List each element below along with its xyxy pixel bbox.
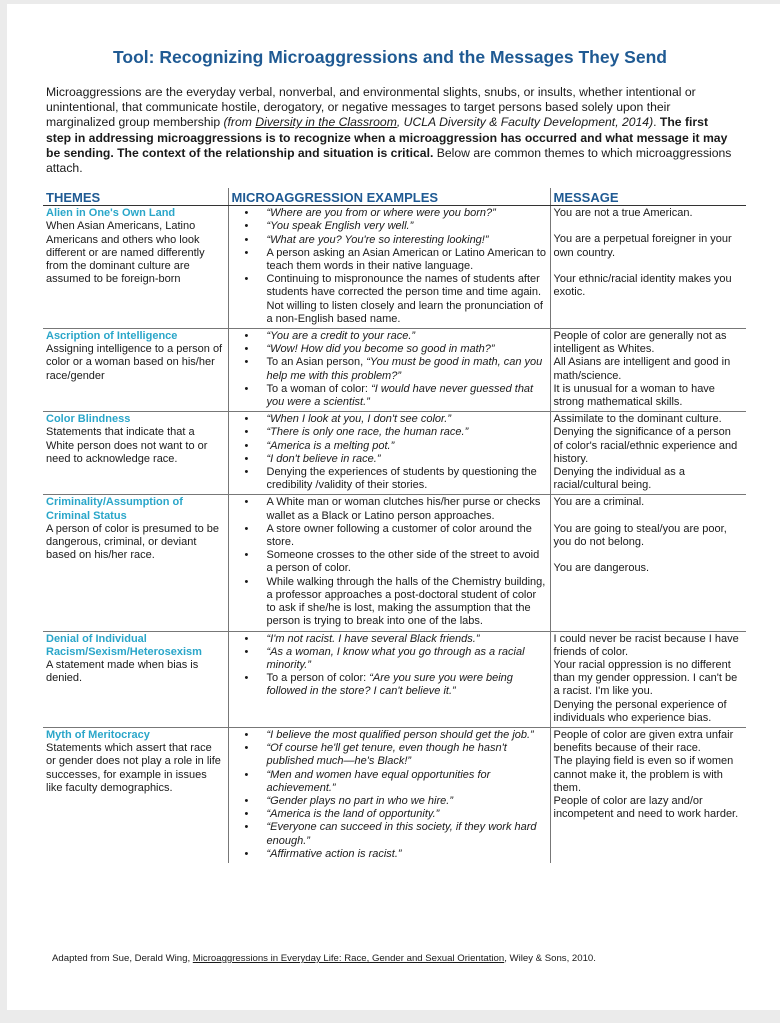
theme-cell <box>43 631 228 727</box>
message-text: Your racial oppression is no different than my gender oppression. I can't be a racist. I'm like you. <box>553 658 738 698</box>
theme-cell <box>43 206 228 329</box>
examples-list <box>232 413 547 492</box>
page-title: Tool: Recognizing Microaggressions and the Messages They Send <box>113 47 667 67</box>
header-themes: THEMES <box>43 188 228 206</box>
theme-description: Statements that indicate that a White person does not want to or need to acknowledge race. <box>46 426 208 465</box>
spacer <box>554 549 744 562</box>
example-text: To an Asian person, <box>266 356 367 369</box>
message-cell <box>550 412 746 495</box>
example-item <box>267 848 547 861</box>
message-text: Assimilate to the dominant culture. <box>553 413 722 426</box>
message-text: People of color are lazy and/or incompetent and need to work harder. <box>553 794 739 821</box>
message-text: Your ethnic/racial identity makes you exotic. <box>553 272 732 299</box>
examples-cell <box>228 631 550 727</box>
example-quote: “Men and women have equal opportunities for achievement.” <box>266 768 491 794</box>
example-quote: “Gender plays no part in who we hire.” <box>266 794 453 807</box>
theme-description: Statements which assert that race or gender does not play a role in life successes, for example in issues like faculty demographics. <box>46 742 221 794</box>
message-text: You are going to steal/you are poor, you do not belong. <box>553 522 727 548</box>
footer-prefix: Adapted from Sue, Derald Wing, <box>52 953 193 964</box>
example-item <box>267 273 547 326</box>
example-item <box>267 383 547 409</box>
example-item <box>267 343 547 356</box>
example-quote: “You speak English very well.” <box>266 220 414 233</box>
theme-name: Ascription of Intelligence <box>46 330 178 343</box>
examples-cell <box>228 329 550 412</box>
example-quote: “As a woman, I know what you go through as a racial minority.” <box>266 645 525 671</box>
example-text: A White man or woman clutches his/her purse or checks wallet as a Black or Latino person approaches. <box>266 496 541 522</box>
examples-list <box>232 633 547 699</box>
table-row <box>43 631 746 727</box>
table-row <box>43 206 746 329</box>
theme-description: A person of color is presumed to be dangerous, criminal, or deviant based on his/her race. <box>46 522 220 562</box>
theme-cell <box>43 412 228 495</box>
theme-name: Denial of Individual Racism/Sexism/Heterosexism <box>46 632 202 658</box>
example-item <box>267 633 547 646</box>
spacer <box>554 220 744 233</box>
examples-cell <box>228 206 550 329</box>
source-citation <box>52 953 596 964</box>
message-cell <box>550 206 746 329</box>
header-examples: MICROAGGRESSION EXAMPLES <box>228 188 550 206</box>
intro-bold-text: The first step in addressing microaggressions is to recognize when a microaggression has occurred and what message it may be sending. The context of the relationship and situation is critical. <box>46 115 728 160</box>
examples-cell <box>228 412 550 495</box>
example-quote: “You are a credit to your race.” <box>266 330 416 343</box>
table-row <box>43 329 746 412</box>
example-quote: “Wow! How did you become so good in math?” <box>266 343 495 356</box>
example-item <box>267 330 547 343</box>
examples-list <box>232 496 547 628</box>
example-quote: “America is the land of opportunity.” <box>266 808 440 821</box>
table-body <box>43 206 746 863</box>
footer-book-title: Microaggressions in Everyday Life: Race, Gender and Sexual Orientation <box>192 953 505 964</box>
example-item <box>267 646 547 672</box>
example-item <box>267 453 547 466</box>
message-cell <box>550 329 746 412</box>
intro-citation <box>223 115 653 129</box>
message-cell <box>550 631 746 727</box>
header-message: MESSAGE <box>550 188 746 206</box>
message-text: The playing field is even so if women cannot make it, the problem is with them. <box>553 755 734 794</box>
message-text: You are not a true American. <box>553 207 693 220</box>
message-text: It is unusual for a woman to have strong mathematical skills. <box>553 382 715 409</box>
example-quote: “Affirmative action is racist.” <box>266 847 402 860</box>
message-text: You are dangerous. <box>553 562 650 575</box>
theme-name: Alien in One's Own Land <box>46 207 176 220</box>
example-item <box>267 356 547 382</box>
theme-cell <box>43 329 228 412</box>
example-text: To a person of color: <box>266 672 370 685</box>
example-item <box>267 247 547 273</box>
message-text: Denying the individual as a racial/cultural being. <box>553 466 685 492</box>
intro-period: . <box>653 115 660 130</box>
example-quote: “I'm not racist. I have several Black friends.” <box>266 632 480 645</box>
example-item <box>267 821 547 847</box>
example-text: A person asking an Asian American or Latino American to teach them words in their native language. <box>266 246 546 273</box>
theme-description: Assigning intelligence to a person of color or a woman based on his/her race/gender <box>46 343 223 382</box>
example-quote: “I would have never guessed that you were a scientist.” <box>266 382 534 409</box>
example-text: A store owner following a customer of color around the store. <box>266 522 532 549</box>
examples-cell <box>228 495 550 631</box>
example-item <box>267 234 547 247</box>
examples-list <box>232 330 547 409</box>
example-quote: “When I look at you, I don't see color.” <box>266 413 452 426</box>
microaggressions-table <box>43 188 746 863</box>
example-quote: “There is only one race, the human race.” <box>266 426 469 439</box>
example-item <box>267 220 547 233</box>
example-item <box>267 207 547 220</box>
example-quote: “Are you sure you were being followed in the store? I can't believe it.” <box>266 672 513 698</box>
example-quote: “I believe the most qualified person should get the job.” <box>266 728 534 741</box>
example-item <box>267 466 547 492</box>
example-text: To a woman of color: <box>266 382 372 395</box>
example-item <box>267 549 547 575</box>
example-item <box>267 672 547 698</box>
theme-name: Criminality/Assumption of Criminal Status <box>46 496 183 522</box>
examples-cell <box>228 727 550 863</box>
intro-text: Microaggressions are the everyday verbal, nonverbal, and environmental slights, snubs, or insults, whether intentional or unintentional, that communicate hostile, derogatory, or negative messages to target persons based solely upon their marginalized group membership <box>46 85 696 130</box>
example-item <box>267 426 547 439</box>
example-quote: “Of course he'll get tenure, even though he hasn't published much—he's Black!” <box>266 742 507 768</box>
message-text: I could never be racist because I have friends of color. <box>553 632 739 658</box>
example-text: Continuing to mispronounce the names of students after students have corrected the person time and time again. Not willing to listen closely and learn the pronunciation of a non-English based name. <box>266 273 543 325</box>
example-text: While walking through the halls of the Chemistry building, a professor approaches a post-doctoral student of color to ask if she/he is lost, making the assumption that the person is trying to break into one of the labs. <box>266 575 546 628</box>
message-text: People of color are given extra unfair benefits because of their race. <box>553 728 734 755</box>
theme-cell <box>43 727 228 863</box>
message-text: You are a perpetual foreigner in your own country. <box>553 233 732 259</box>
intro-paragraph <box>46 85 736 176</box>
spacer <box>554 260 744 273</box>
table-header-row <box>43 188 746 206</box>
message-text: Denying the significance of a person of color's racial/ethnic experience and history. <box>553 426 738 465</box>
example-item <box>267 440 547 453</box>
footer-suffix: , Wiley & Sons, 2010. <box>504 953 596 964</box>
message-text: People of color are generally not as intelligent as Whites. <box>553 330 727 356</box>
example-item <box>267 496 547 522</box>
examples-list <box>232 729 547 861</box>
example-item <box>267 576 547 629</box>
citation-prefix: (from <box>223 115 256 130</box>
message-text: All Asians are intelligent and good in math/science. <box>553 356 731 382</box>
example-quote: “I don't believe in race.” <box>266 452 381 465</box>
example-quote: “America is a melting pot.” <box>266 439 395 452</box>
example-quote: “Everyone can succeed in this society, if they work hard enough.” <box>266 821 537 847</box>
example-quote: “What are you? You're so interesting looking!” <box>266 233 489 246</box>
message-text: Denying the personal experience of individuals who experience bias. <box>553 698 727 724</box>
example-text: Someone crosses to the other side of the street to avoid a person of color. <box>266 549 540 575</box>
message-text: You are a criminal. <box>553 496 645 509</box>
example-item <box>267 742 547 768</box>
table-row <box>43 495 746 631</box>
example-item <box>267 413 547 426</box>
message-cell <box>550 495 746 631</box>
examples-list <box>232 207 547 326</box>
message-cell <box>550 727 746 863</box>
table-row <box>43 412 746 495</box>
citation-title: Diversity in the Classroom <box>255 115 397 130</box>
example-item <box>267 523 547 549</box>
example-item <box>267 795 547 808</box>
theme-description: A statement made when bias is denied. <box>46 658 199 685</box>
theme-name: Color Blindness <box>46 413 131 426</box>
theme-cell <box>43 495 228 631</box>
intro-tail: Below are common themes to which microaggressions attach. <box>46 145 732 176</box>
spacer <box>554 510 744 523</box>
table-row <box>43 727 746 863</box>
example-text: Denying the experiences of students by questioning the credibility /validity of their stories. <box>266 466 537 492</box>
example-quote: “Where are you from or where were you born?” <box>266 207 496 220</box>
example-item <box>267 769 547 795</box>
example-item <box>267 729 547 742</box>
theme-name: Myth of Meritocracy <box>46 728 150 741</box>
theme-description: When Asian Americans, Latino Americans and others who look different or are named differently from the dominant culture are assumed to be foreign-born <box>46 220 205 286</box>
example-item <box>267 808 547 821</box>
example-quote: “You must be good in math, can you help me with this problem?” <box>266 356 543 382</box>
citation-suffix: , UCLA Diversity & Faculty Development, 2014) <box>396 115 654 130</box>
